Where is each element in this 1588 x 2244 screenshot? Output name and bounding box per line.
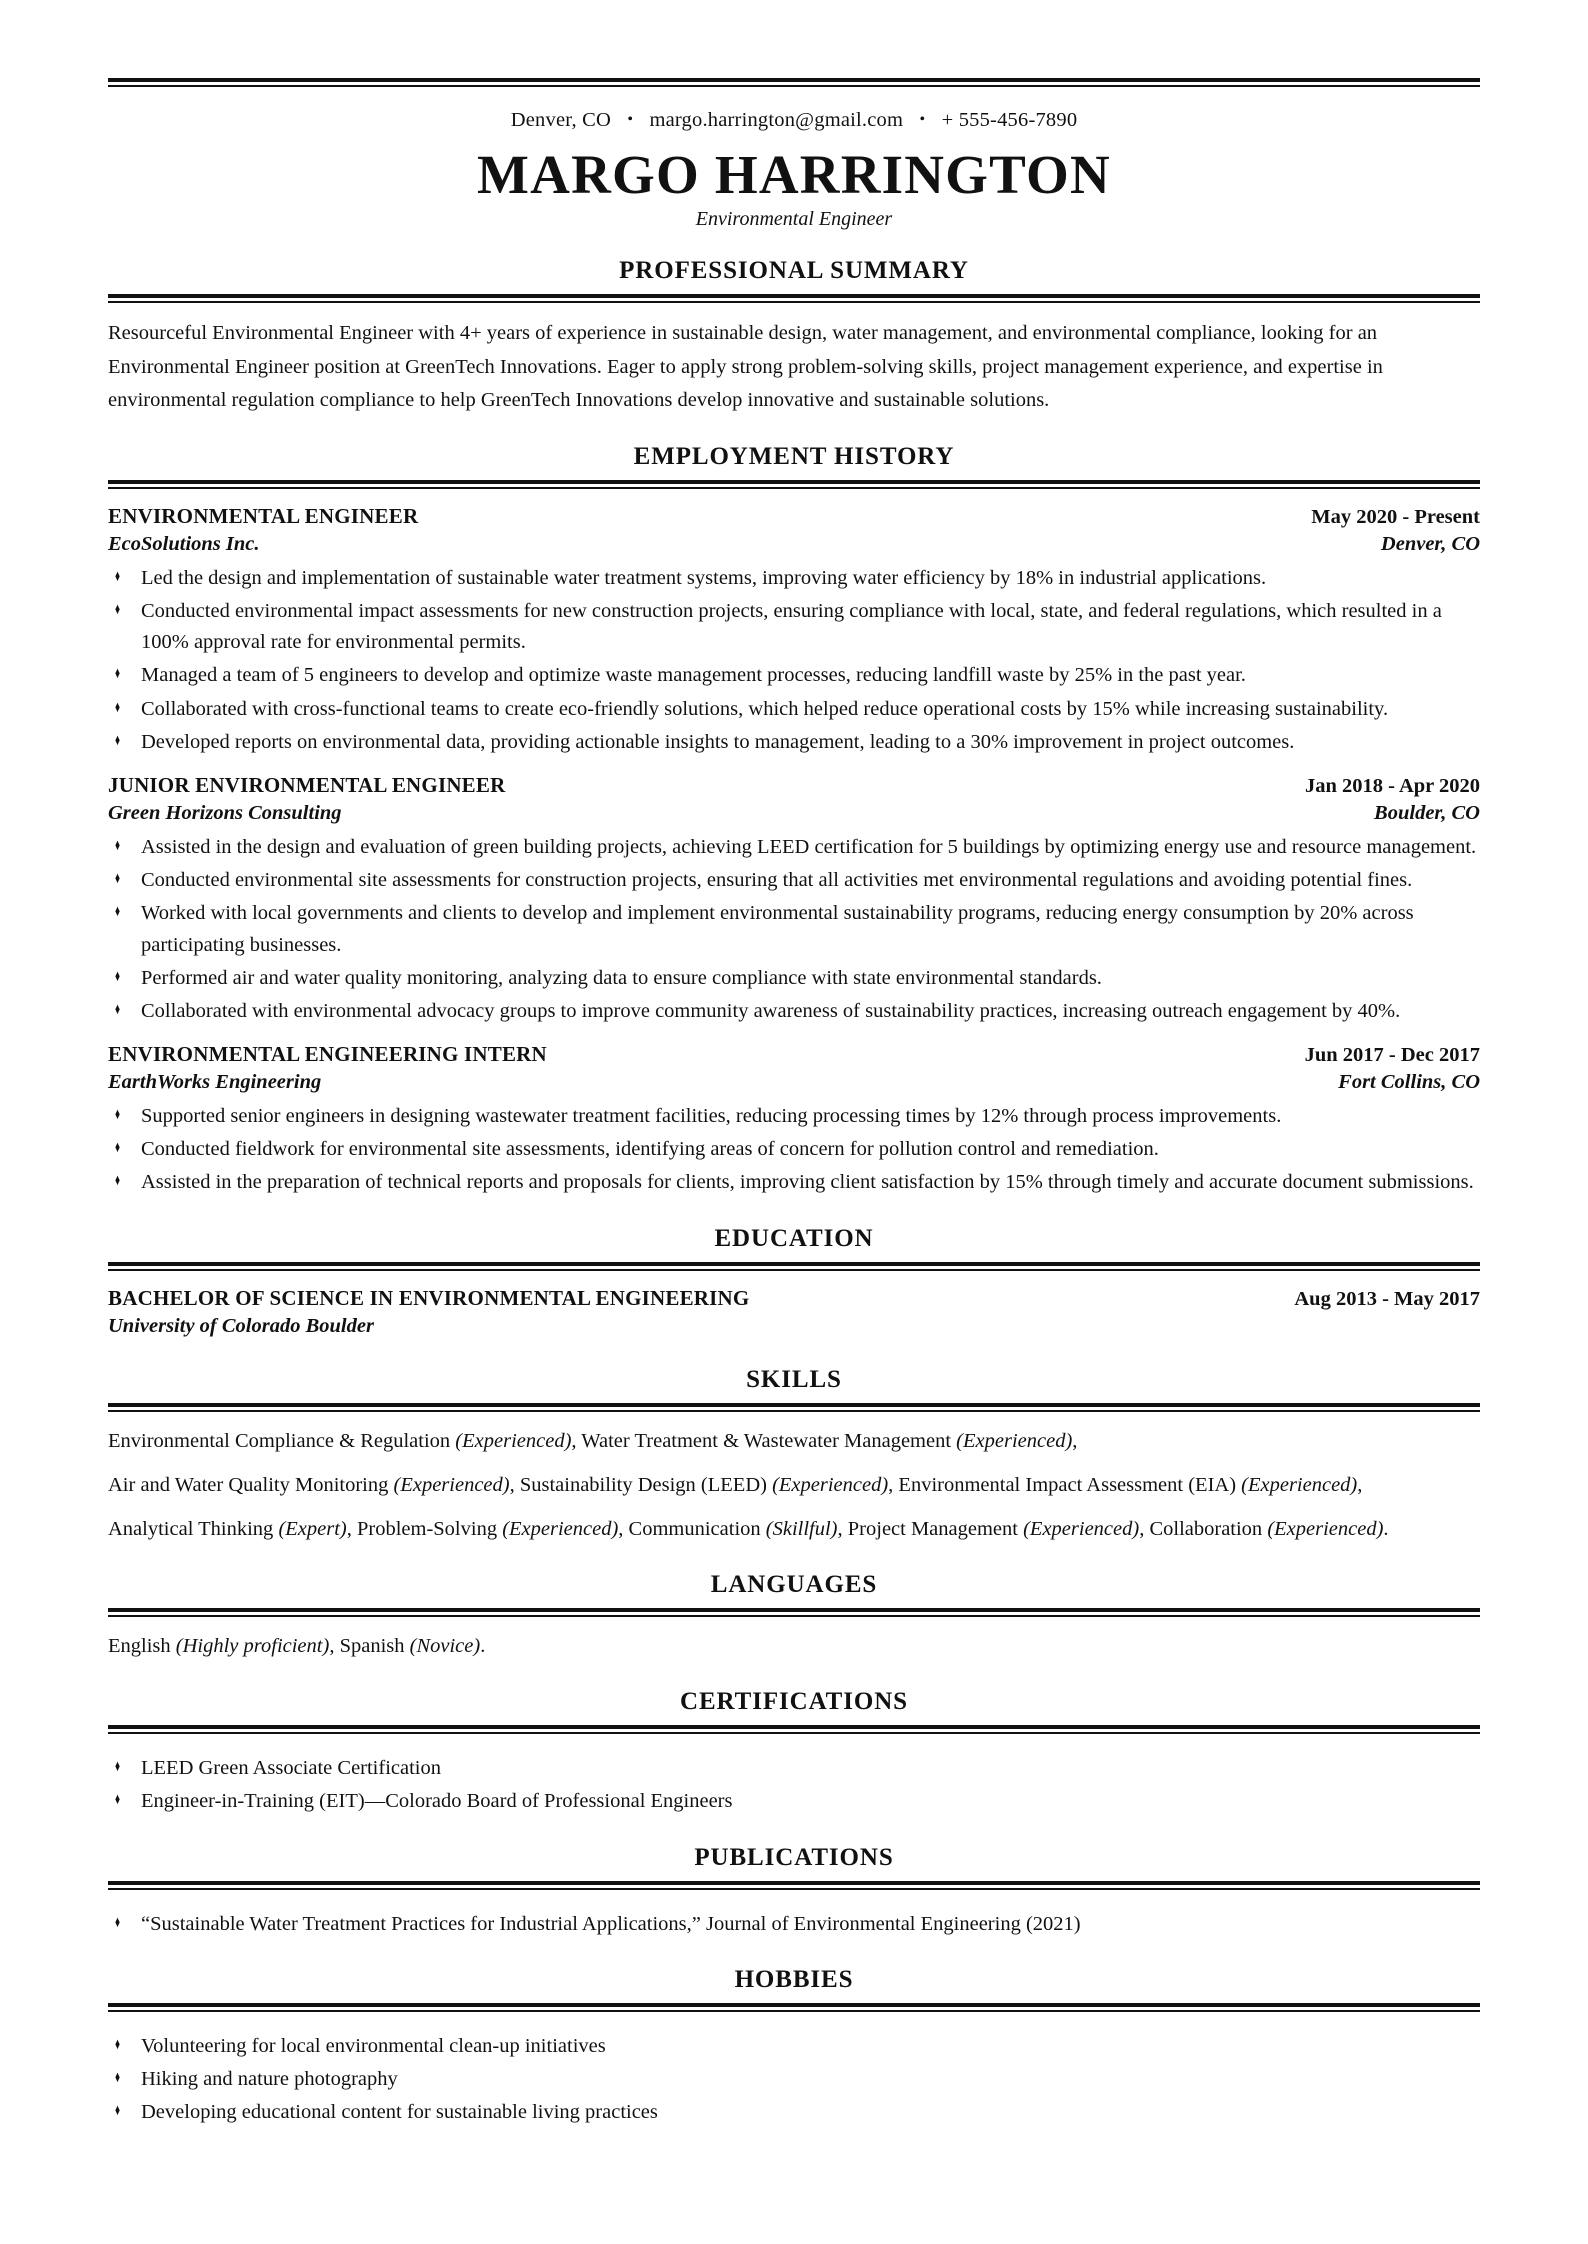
experience-entry <box>108 772 1480 1027</box>
section-education <box>108 1225 1480 1340</box>
bullet-text: Collaborated with environmental advocacy groups to improve community awareness of sustainability practices, increasing outreach engagement by 40%. <box>141 999 1401 1022</box>
entry-date-range: Jun 2017 - Dec 2017 <box>1304 1043 1480 1066</box>
skill-separator: , <box>571 1429 582 1452</box>
bullet-item <box>108 563 1480 594</box>
entry-org-row <box>108 800 1480 827</box>
school-name: University of Colorado Boulder <box>108 1314 374 1337</box>
diamond-bullet-icon: ♦ <box>115 1000 121 1018</box>
section-divider <box>108 1725 1480 1734</box>
bullet-text: Hiking and nature photography <box>141 2067 398 2090</box>
publications-items <box>108 1909 1480 1940</box>
entry-bullets <box>108 563 1480 758</box>
certification-item <box>108 1753 1480 1784</box>
job-role-title: ENVIRONMENTAL ENGINEER <box>108 503 419 528</box>
diamond-bullet-icon: ♦ <box>115 2102 121 2120</box>
entry-title-row <box>108 1285 1480 1313</box>
section-employment-history <box>108 443 1480 1199</box>
skill-name: Collaboration <box>1149 1517 1268 1540</box>
diamond-bullet-icon: ♦ <box>115 2068 121 2086</box>
bullet-text: Worked with local governments and clients to develop and implement environmental sustainability programs, reducing energy consumption by 20% across participating businesses. <box>141 902 1414 956</box>
entry-org-row <box>108 1069 1480 1096</box>
contact-separator-icon: • <box>627 111 634 128</box>
entry-org-row <box>108 1313 1480 1340</box>
diamond-bullet-icon: ♦ <box>115 903 121 921</box>
skill-level: (Experienced) <box>455 1429 572 1452</box>
bullet-item <box>108 963 1480 994</box>
skill-separator: . <box>480 1635 486 1658</box>
entry-location: Boulder, CO <box>1374 801 1480 824</box>
bullet-text: Conducted environmental impact assessments for new construction projects, ensuring compliance with local, state, and federal regulations, which resulted in a 100% approval rate for environmental permits. <box>141 600 1442 654</box>
languages-list <box>108 1617 1480 1662</box>
bullet-text: Engineer-in-Training (EIT)—Colorado Board of Professional Engineers <box>141 1790 733 1813</box>
entry-bullets <box>108 832 1480 1027</box>
entry-date-range: Aug 2013 - May 2017 <box>1294 1287 1480 1310</box>
diamond-bullet-icon: ♦ <box>115 1172 121 1190</box>
entry-date-range: Jan 2018 - Apr 2020 <box>1304 774 1480 797</box>
contact-email[interactable]: margo.harrington@gmail.com <box>649 109 904 131</box>
diamond-bullet-icon: ♦ <box>115 2035 121 2053</box>
diamond-bullet-icon: ♦ <box>115 665 121 683</box>
bullet-text: Developed reports on environmental data, providing actionable insights to management, leading to a 30% improvement in project outcomes. <box>141 730 1295 753</box>
skill-level: (Novice) <box>409 1635 481 1658</box>
skill-separator: , <box>346 1517 357 1540</box>
bullet-item <box>108 660 1480 691</box>
company-name: EarthWorks Engineering <box>108 1071 322 1094</box>
hobby-item <box>108 2064 1480 2095</box>
skill-level: (Experienced) <box>393 1473 510 1496</box>
section-divider <box>108 1403 1480 1412</box>
section-professional-summary <box>108 257 1480 417</box>
hobby-item <box>108 2031 1480 2062</box>
diamond-bullet-icon: ♦ <box>115 967 121 985</box>
skill-level: (Experienced) <box>772 1473 889 1496</box>
bullet-item <box>108 727 1480 758</box>
diamond-bullet-icon: ♦ <box>115 1758 121 1776</box>
bullet-text: Led the design and implementation of sustainable water treatment systems, improving water efficiency by 18% in industrial applications. <box>141 567 1267 589</box>
top-divider <box>108 78 1480 87</box>
skill-separator: , <box>1072 1429 1078 1452</box>
skill-name: Sustainability Design (LEED) <box>519 1473 773 1496</box>
job-role-title: ENVIRONMENTAL ENGINEERING INTERN <box>108 1041 547 1066</box>
diamond-bullet-icon: ♦ <box>115 568 121 585</box>
bullet-item <box>108 1101 1480 1132</box>
section-title: LANGUAGES <box>710 1571 878 1599</box>
skill-level: (Skillful) <box>765 1517 838 1540</box>
candidate-name: MARGO HARRINGTON <box>477 144 1111 205</box>
section-hobbies <box>108 1966 1480 2128</box>
bullet-text: Volunteering for local environmental clean-up initiatives <box>141 2034 606 2057</box>
section-divider <box>108 480 1480 489</box>
company-name: EcoSolutions Inc. <box>108 532 260 555</box>
bullet-text: Developing educational content for sustainable living practices <box>141 2101 658 2124</box>
bullet-text: Managed a team of 5 engineers to develop and optimize waste management processes, reducing landfill waste by 25% in the past year. <box>141 664 1246 687</box>
section-divider <box>108 294 1480 303</box>
entry-title-row <box>108 772 1480 800</box>
employment-entries <box>108 489 1480 1199</box>
bullet-item <box>108 996 1480 1027</box>
skill-separator: , <box>888 1473 899 1496</box>
experience-entry <box>108 503 1480 758</box>
bullet-text: Assisted in the design and evaluation of green building projects, achieving LEED certification for 5 buildings by optimizing energy use and resource management. <box>141 836 1477 859</box>
publication-item <box>108 1909 1480 1940</box>
skill-separator: . <box>1383 1517 1389 1540</box>
diamond-bullet-icon: ♦ <box>115 1913 121 1931</box>
skill-name: Project Management <box>847 1517 1024 1540</box>
company-name: Green Horizons Consulting <box>108 801 342 824</box>
bullet-item <box>108 832 1480 863</box>
contact-separator-icon: • <box>919 111 926 128</box>
entry-bullets <box>108 1101 1480 1198</box>
section-divider <box>108 2003 1480 2012</box>
certifications-items <box>108 1753 1480 1817</box>
section-title: PUBLICATIONS <box>694 1843 894 1871</box>
hobbies-items <box>108 2031 1480 2128</box>
skill-separator: , <box>1357 1473 1363 1496</box>
skill-name: Analytical Thinking <box>108 1517 279 1540</box>
bullet-text: Conducted fieldwork for environmental site assessments, identifying areas of concern for pollution control and remediation. <box>141 1138 1159 1161</box>
diamond-bullet-icon: ♦ <box>115 1106 121 1124</box>
skill-level: (Experienced) <box>1267 1517 1384 1540</box>
skill-level: (Expert) <box>278 1517 347 1540</box>
bullet-text: Assisted in the preparation of technical reports and proposals for clients, improving client satisfaction by 15% through timely and accurate document submissions. <box>141 1171 1474 1194</box>
bullet-text: “Sustainable Water Treatment Practices for Industrial Applications,” Journal of Environmental Engineering (2021) <box>141 1912 1081 1935</box>
diamond-bullet-icon: ♦ <box>115 1139 121 1157</box>
bullet-item <box>108 596 1480 658</box>
section-title: HOBBIES <box>734 1965 854 1993</box>
section-title: EMPLOYMENT HISTORY <box>633 442 955 470</box>
diamond-bullet-icon: ♦ <box>115 698 121 716</box>
degree-title: BACHELOR OF SCIENCE IN ENVIRONMENTAL ENGINEERING <box>108 1285 750 1310</box>
skill-name: Spanish <box>339 1635 410 1658</box>
skill-separator: , <box>1139 1517 1150 1540</box>
skill-level: (Experienced) <box>502 1517 619 1540</box>
entry-title-row <box>108 1041 1480 1069</box>
job-role-title: JUNIOR ENVIRONMENTAL ENGINEER <box>108 772 506 797</box>
section-publications <box>108 1844 1480 1940</box>
contact-phone[interactable]: + 555-456-7890 <box>941 109 1078 131</box>
section-certifications <box>108 1688 1480 1817</box>
entry-location: Fort Collins, CO <box>1338 1071 1480 1094</box>
skills-list <box>108 1412 1480 1545</box>
skill-name: Air and Water Quality Monitoring <box>108 1473 394 1496</box>
section-divider <box>108 1608 1480 1617</box>
skill-name: Environmental Compliance & Regulation <box>108 1429 456 1452</box>
bullet-text: Performed air and water quality monitoring, analyzing data to ensure compliance with state environmental standards. <box>141 966 1102 989</box>
bullet-item <box>108 865 1480 896</box>
skill-separator: , <box>509 1473 520 1496</box>
skill-name: Water Treatment & Wastewater Management <box>581 1429 957 1452</box>
skill-level: (Experienced) <box>1023 1517 1140 1540</box>
diamond-bullet-icon: ♦ <box>115 837 121 855</box>
entry-title-row <box>108 503 1480 531</box>
diamond-bullet-icon: ♦ <box>115 1791 121 1809</box>
experience-entry <box>108 1041 1480 1199</box>
skill-name: English <box>108 1635 176 1658</box>
certification-item <box>108 1786 1480 1817</box>
section-title: SKILLS <box>746 1365 842 1393</box>
skill-line <box>108 1426 1480 1457</box>
section-languages <box>108 1571 1480 1662</box>
skill-line <box>108 1514 1480 1545</box>
entry-date-range: May 2020 - Present <box>1311 505 1480 528</box>
section-divider <box>108 1881 1480 1890</box>
skill-line <box>108 1470 1480 1501</box>
section-title: PROFESSIONAL SUMMARY <box>619 257 969 285</box>
contact-location: Denver, CO <box>510 109 611 131</box>
skill-level: (Experienced) <box>1241 1473 1358 1496</box>
skill-name: Problem-Solving <box>356 1517 503 1540</box>
bullet-item <box>108 1134 1480 1165</box>
bullet-item <box>108 898 1480 960</box>
diamond-bullet-icon: ♦ <box>115 870 121 888</box>
skill-separator: , <box>837 1517 848 1540</box>
diamond-bullet-icon: ♦ <box>115 601 121 619</box>
bullet-text: Conducted environmental site assessments for construction projects, ensuring that all activities met environmental regulations and avoiding potential fines. <box>141 869 1413 892</box>
skill-name: Communication <box>628 1517 766 1540</box>
section-divider <box>108 1262 1480 1271</box>
skill-separator: , <box>618 1517 629 1540</box>
bullet-text: LEED Green Associate Certification <box>141 1757 441 1780</box>
skill-level: (Highly proficient) <box>175 1635 330 1658</box>
summary-text: Resourceful Environmental Engineer with 4+ years of experience in sustainable design, water management, and environmental compliance, looking for an Environmental Engineer position at GreenTech Innovations. Eager to apply strong problem-solving skills, project management experience, and expertise in environmental regulation compliance to help GreenTech Innovations develop innovative and sustainable solutions. <box>108 322 1383 411</box>
bullet-text: Supported senior engineers in designing wastewater treatment facilities, reducing processing times by 12% through process improvements. <box>141 1105 1282 1128</box>
entry-location: Denver, CO <box>1380 532 1480 555</box>
resume-header <box>108 109 1480 231</box>
section-skills <box>108 1366 1480 1545</box>
contact-line <box>108 109 1480 132</box>
bullet-item <box>108 1167 1480 1198</box>
bullet-text: Collaborated with cross-functional teams to create eco-friendly solutions, which helped reduce operational costs by 15% while increasing sustainability. <box>141 697 1389 720</box>
experience-entry <box>108 1285 1480 1340</box>
candidate-job-title: Environmental Engineer <box>695 208 893 231</box>
section-title: CERTIFICATIONS <box>680 1688 908 1716</box>
skill-name: Environmental Impact Assessment (EIA) <box>898 1473 1242 1496</box>
skill-separator: , <box>329 1635 340 1658</box>
diamond-bullet-icon: ♦ <box>115 731 121 749</box>
entry-org-row <box>108 531 1480 558</box>
hobby-item <box>108 2097 1480 2128</box>
bullet-item <box>108 694 1480 725</box>
section-title: EDUCATION <box>714 1224 874 1252</box>
skill-line <box>108 1631 1480 1662</box>
skill-level: (Experienced) <box>956 1429 1073 1452</box>
education-entries <box>108 1271 1480 1340</box>
